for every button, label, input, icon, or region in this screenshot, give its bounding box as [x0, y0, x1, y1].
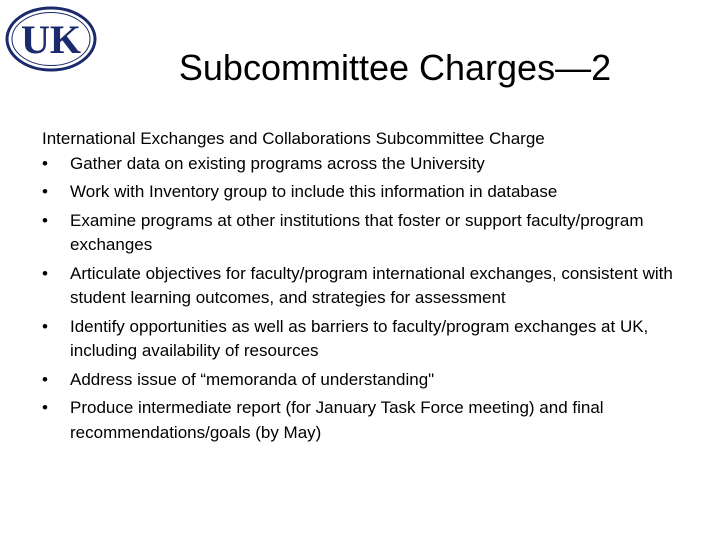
bullet-text: Produce intermediate report (for January Task Force meeting) and final recommendations/goals (by May) — [70, 398, 604, 442]
bullet-text: Address issue of “memoranda of understanding" — [70, 369, 435, 389]
bullet-item — [42, 180, 682, 205]
bullet-item — [42, 315, 682, 364]
bullet-item — [42, 262, 682, 311]
bullet-text: Articulate objectives for faculty/program international exchanges, consistent with student learning outcomes, and strategies for assessment — [70, 263, 673, 307]
bullet-text: Examine programs at other institutions that foster or support faculty/program exchanges — [70, 210, 644, 254]
bullet-icon: • — [42, 263, 48, 283]
bullet-item — [42, 152, 682, 177]
bullet-icon: • — [42, 316, 48, 336]
bullet-list — [42, 152, 682, 446]
bullet-text: Identify opportunities as well as barriers to faculty/program exchanges at UK, including availability of resources — [70, 316, 649, 360]
slide-body — [42, 127, 682, 445]
slide-title: Subcommittee Charges—2 — [178, 47, 612, 88]
bullet-icon: • — [42, 210, 48, 230]
bullet-icon: • — [42, 398, 48, 417]
bullet-icon: • — [42, 153, 48, 173]
bullet-item — [42, 368, 682, 393]
logo-text: UK — [21, 17, 81, 62]
bullet-item — [42, 209, 682, 258]
section-heading: International Exchanges and Collaborations Subcommittee Charge — [42, 129, 545, 148]
bullet-item — [42, 396, 682, 445]
bullet-icon: • — [42, 182, 48, 201]
bullet-text: Gather data on existing programs across the University — [70, 153, 485, 173]
bullet-text: Work with Inventory group to include this information in database — [70, 182, 558, 201]
bullet-icon: • — [42, 369, 48, 389]
